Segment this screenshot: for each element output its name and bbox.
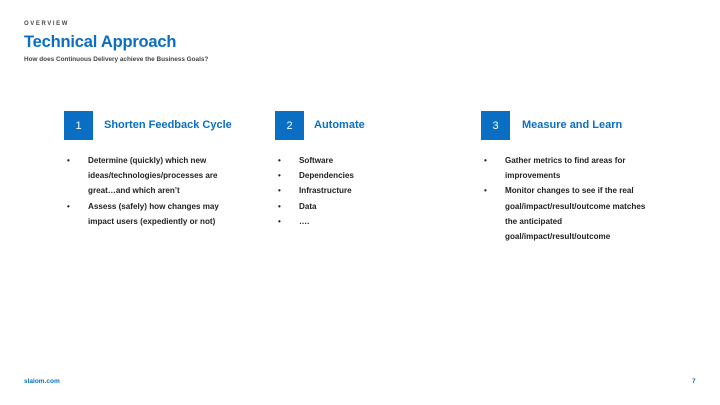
column-header bbox=[275, 111, 445, 141]
approach-column-automate bbox=[275, 111, 445, 226]
slide-subtitle: How does Continuous Delivery achieve the Business Goals? bbox=[24, 56, 209, 63]
approach-column-measure bbox=[481, 111, 671, 242]
list-item bbox=[275, 153, 435, 168]
bullet-icon: • bbox=[278, 156, 281, 165]
column-title: Measure and Learn bbox=[522, 119, 623, 131]
page-number: 7 bbox=[692, 378, 696, 385]
list-item-text: Infrastructure bbox=[299, 186, 352, 196]
step-number-badge: 2 bbox=[275, 111, 304, 140]
list-item-text: Dependencies bbox=[299, 171, 354, 181]
list-item-text: Monitor changes to see if the real goal/impact/result/outcome matches the anticipated goal/impact/result/outcome bbox=[505, 186, 646, 242]
list-item bbox=[275, 214, 435, 229]
list-item bbox=[64, 153, 244, 199]
bullet-list bbox=[64, 153, 244, 229]
bullet-list bbox=[481, 153, 656, 244]
list-item-text: Data bbox=[299, 201, 317, 211]
list-item bbox=[275, 199, 435, 214]
bullet-icon: • bbox=[67, 201, 70, 211]
list-item-text: Software bbox=[299, 156, 334, 165]
column-header bbox=[64, 111, 254, 141]
list-item bbox=[481, 183, 656, 244]
bullet-icon: • bbox=[278, 186, 281, 196]
bullet-icon: • bbox=[278, 171, 281, 181]
list-item bbox=[275, 168, 435, 183]
list-item-text: Determine (quickly) which new ideas/technologies/processes are great…and which aren’t bbox=[88, 156, 218, 196]
bullet-icon: • bbox=[278, 201, 281, 211]
list-item bbox=[481, 153, 656, 183]
bullet-icon: • bbox=[484, 186, 487, 196]
column-title: Automate bbox=[314, 119, 365, 131]
column-title: Shorten Feedback Cycle bbox=[104, 119, 232, 131]
step-number-badge: 1 bbox=[64, 111, 93, 140]
slide-title: Technical Approach bbox=[24, 33, 177, 51]
list-item-text: …. bbox=[299, 216, 310, 226]
step-number-badge: 3 bbox=[481, 111, 510, 140]
section-overline: OVERVIEW bbox=[24, 21, 70, 27]
list-item bbox=[275, 183, 435, 198]
list-item-text: Gather metrics to find areas for improvements bbox=[505, 156, 626, 181]
bullet-icon: • bbox=[484, 156, 487, 165]
bullet-icon: • bbox=[67, 156, 70, 165]
footer-brand-link[interactable]: slalom.com bbox=[24, 378, 60, 385]
column-header bbox=[481, 111, 671, 141]
approach-column-feedback bbox=[64, 111, 254, 226]
bullet-list bbox=[275, 153, 435, 229]
list-item-text: Assess (safely) how changes may impact users (expediently or not) bbox=[88, 201, 219, 226]
list-item bbox=[64, 199, 244, 229]
bullet-icon: • bbox=[278, 216, 281, 226]
